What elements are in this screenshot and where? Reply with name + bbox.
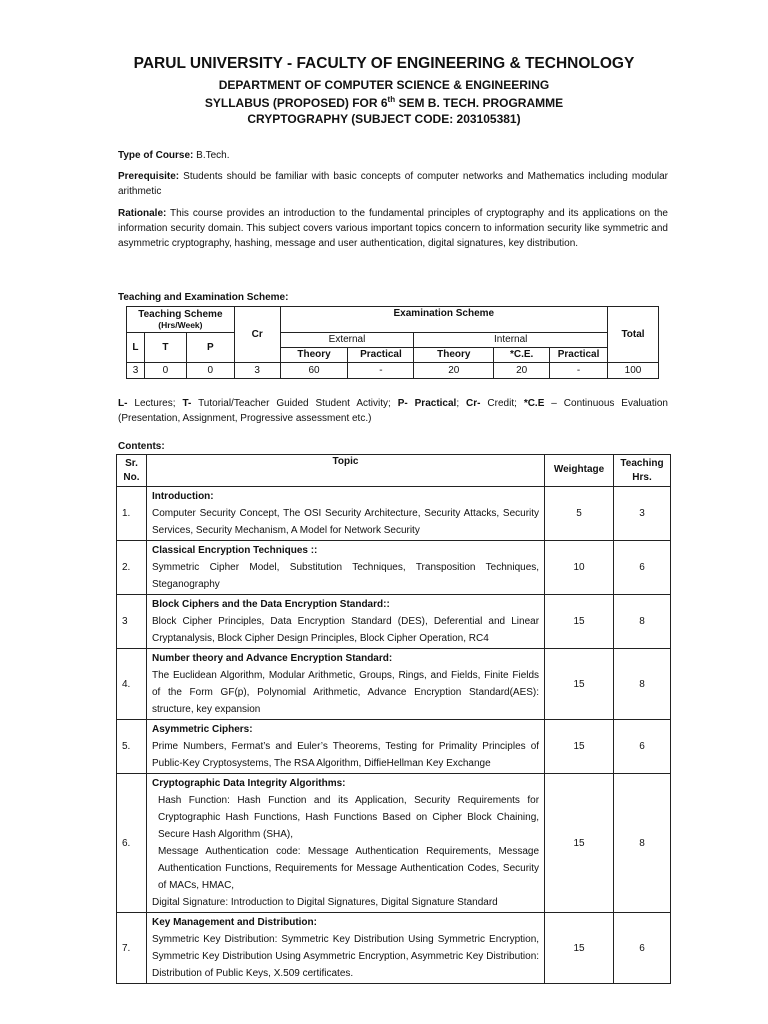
cr-header: Cr — [234, 307, 280, 363]
contents-table — [116, 454, 671, 984]
sr-no-header: Sr. No. — [117, 455, 147, 487]
row-topic: Cryptographic Data Integrity Algorithms: Hash Function: Hash Function and its Application, Security Requirements for Cryptographic Hash Functions, Hash Functions Based on Cipher Block Chaining, Secure Hash Algorithm (SHA), Message Authentication code: Message Authentication Requirements, Message Authentication Functions, Requirements for Message Authentication Codes, Security of MACs, HMAC, Digital Signature: Introduction to Digital Signatures, Digital Signature Standard — [146, 774, 544, 913]
row-topic: Asymmetric Ciphers: Prime Numbers, Fermat’s and Euler’s Theorems, Testing for Primality Principles of Public-Key Cryptosystems, The RSA Algorithm, DiffieHellman Key Exchange — [146, 720, 544, 774]
row-hrs: 6 — [614, 541, 671, 595]
scheme-values-row — [127, 363, 659, 379]
row-sr: 4. — [117, 649, 147, 720]
cr-value: 3 — [234, 363, 280, 379]
row-topic: Key Management and Distribution: Symmetric Key Distribution: Symmetric Key Distribution Using Symmetric Encryption, Symmetric Key Distribution Using Asymmetric Encryption, Asymmetric Key Distribution: Distribution of Public Keys, X.509 certificates. — [146, 913, 544, 984]
contents-title: Contents: — [118, 441, 165, 452]
external-practical-value: - — [348, 363, 414, 379]
row-topic: Introduction: Computer Security Concept, The OSI Security Architecture, Security Attacks, Security Services, Security Mechanism, A Model for Network Security — [146, 487, 544, 541]
t-value: 0 — [144, 363, 186, 379]
row-weightage: 15 — [545, 649, 614, 720]
row-hrs: 8 — [614, 595, 671, 649]
internal-header: Internal — [414, 333, 608, 348]
subject-title: CRYPTOGRAPHY (SUBJECT CODE: 203105381) — [247, 112, 521, 126]
rationale: Rationale: This course provides an introduction to the fundamental principles of cryptography and its applications on the information security domain. This subject covers various important topics concern to information security like symmetric and asymmetric cryptography, hashing, message and user authentication, digital signatures, key distribution. — [118, 208, 668, 249]
row-hrs: 3 — [614, 487, 671, 541]
external-theory-value: 60 — [280, 363, 348, 379]
row-sr: 7. — [117, 913, 147, 984]
prerequisite: Prerequisite: Students should be familiar with basic concepts of computer networks and Mathematics including modular arithmetic — [118, 171, 668, 197]
internal-theory-value: 20 — [414, 363, 494, 379]
examination-scheme-table — [126, 306, 659, 379]
row-topic: Classical Encryption Techniques :: Symmetric Cipher Model, Substitution Techniques, Transposition Techniques, Steganography — [146, 541, 544, 595]
teaching-scheme-label: Teaching Scheme — [138, 308, 223, 320]
row-hrs: 8 — [614, 774, 671, 913]
t-header: T — [144, 333, 186, 363]
practical-internal-header: Practical — [550, 348, 608, 363]
row-sr: 3 — [117, 595, 147, 649]
table-row — [117, 487, 671, 541]
row-weightage: 15 — [545, 913, 614, 984]
row-topic: Block Ciphers and the Data Encryption Standard:: Block Cipher Principles, Data Encryption Standard (DES), Deferential and Linear Cryptanalysis, Block Cipher Design Principles, Block Cipher Operation, RC4 — [146, 595, 544, 649]
row-sr: 1. — [117, 487, 147, 541]
internal-practical-value: - — [550, 363, 608, 379]
row-weightage: 15 — [545, 774, 614, 913]
practical-header: Practical — [348, 348, 414, 363]
row-hrs: 6 — [614, 720, 671, 774]
row-weightage: 15 — [545, 720, 614, 774]
row-hrs: 8 — [614, 649, 671, 720]
type-of-course: Type of Course: B.Tech. — [118, 150, 230, 161]
row-topic: Number theory and Advance Encryption Standard: The Euclidean Algorithm, Modular Arithmetic, Groups, Rings, and Fields, Finite Fields of the Form GF(p), Polynomial Arithmetic, Advance Encryption Standard(AES): structure, key expansion — [146, 649, 544, 720]
row-weightage: 15 — [545, 595, 614, 649]
weightage-header: Weightage — [545, 455, 614, 487]
theory-internal-header: Theory — [414, 348, 494, 363]
l-header: L — [127, 333, 145, 363]
row-weightage: 10 — [545, 541, 614, 595]
row-sr: 5. — [117, 720, 147, 774]
table-row — [117, 541, 671, 595]
university-title: PARUL UNIVERSITY - FACULTY OF ENGINEERING & TECHNOLOGY — [133, 55, 635, 72]
table-row — [117, 649, 671, 720]
external-header: External — [280, 333, 414, 348]
row-hrs: 6 — [614, 913, 671, 984]
topic-header: Topic — [146, 455, 544, 487]
theory-header: Theory — [280, 348, 348, 363]
hrs-week-label: (Hrs/Week) — [158, 319, 203, 330]
scheme-title: Teaching and Examination Scheme: — [118, 292, 289, 303]
table-row — [117, 913, 671, 984]
table-row — [117, 595, 671, 649]
row-sr: 6. — [117, 774, 147, 913]
p-header: P — [186, 333, 234, 363]
department-title: DEPARTMENT OF COMPUTER SCIENCE & ENGINEERING — [218, 78, 550, 92]
row-sr: 2. — [117, 541, 147, 595]
l-value: 3 — [127, 363, 145, 379]
ce-header: *C.E. — [494, 348, 550, 363]
examination-scheme-header: Examination Scheme — [280, 307, 607, 333]
syllabus-title: SYLLABUS (PROPOSED) FOR 6th SEM B. TECH. PROGRAMME — [204, 95, 564, 110]
total-header: Total — [608, 307, 659, 363]
total-value: 100 — [608, 363, 659, 379]
teaching-hrs-header: Teaching Hrs. — [614, 455, 671, 487]
p-value: 0 — [186, 363, 234, 379]
row-weightage: 5 — [545, 487, 614, 541]
table-row — [117, 774, 671, 913]
ce-value: 20 — [494, 363, 550, 379]
table-row — [117, 720, 671, 774]
legend: L- Lectures; T- Tutorial/Teacher Guided Student Activity; P- Practical; Cr- Credit; *C.E – Continuous Evaluation (Presentation, Assignment, Progressive assessment etc.) — [118, 398, 668, 424]
